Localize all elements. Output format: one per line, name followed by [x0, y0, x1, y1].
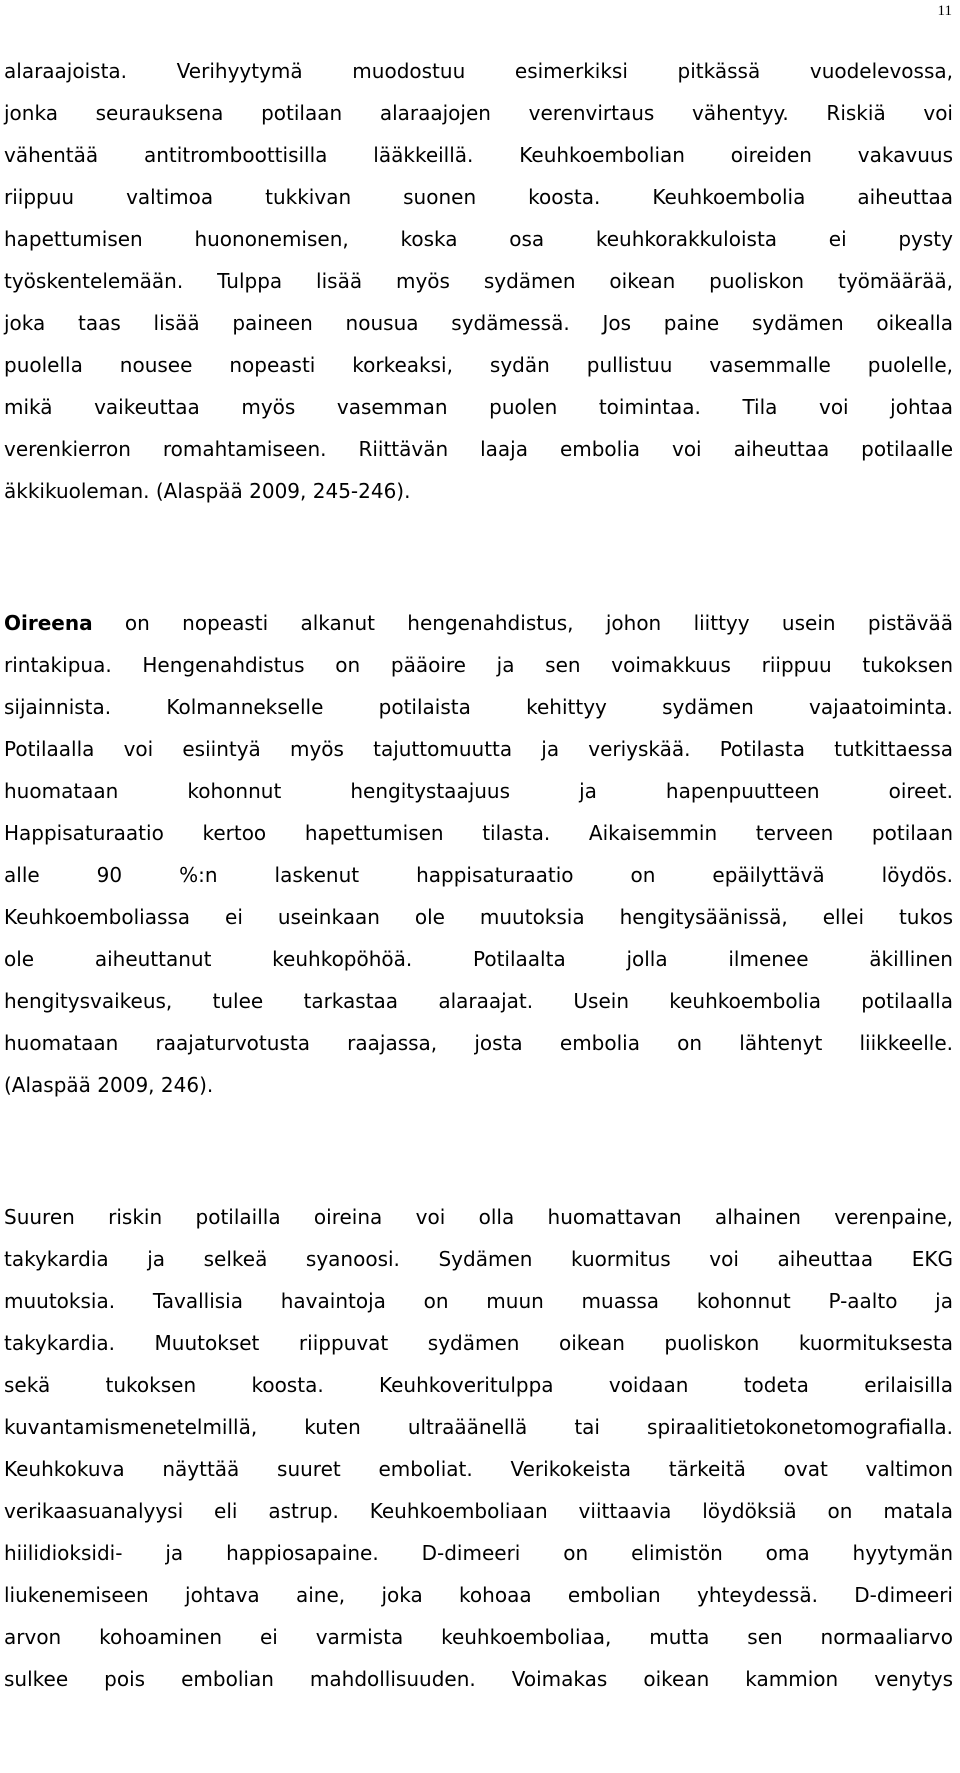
paragraph-symptoms: [4, 602, 953, 1106]
text-line: ole aiheuttanut keuhkopöhöä. Potilaalta jolla ilmenee äkillinen: [4, 947, 953, 971]
text-line: (Alaspää 2009, 246).: [4, 1073, 214, 1097]
text-line: takykardia ja selkeä syanoosi. Sydämen kuormitus voi aiheuttaa EKG: [4, 1247, 953, 1271]
text-line: kuvantamismenetelmillä, kuten ultraäänellä tai spiraalitietokonetomografialla.: [4, 1415, 953, 1439]
text-line: takykardia. Muutokset riippuvat sydämen oikean puoliskon kuormituksesta: [4, 1331, 953, 1355]
text-line: alaraajoista. Verihyytymä muodostuu esimerkiksi pitkässä vuodelevossa,: [4, 59, 953, 83]
text-line: huomataan kohonnut hengitystaajuus ja hapenpuutteen oireet.: [4, 779, 953, 803]
text-line: äkkikuoleman. (Alaspää 2009, 245-246).: [4, 479, 411, 503]
text-line: hiilidioksidi- ja happiosapaine. D-dimeeri on elimistön oma hyytymän: [4, 1541, 953, 1565]
text-line: hengitysvaikeus, tulee tarkastaa alaraajat. Usein keuhkoembolia potilaalla: [4, 989, 953, 1013]
text-line: Potilaalla voi esiintyä myös tajuttomuutta ja veriyskää. Potilasta tutkittaessa: [4, 737, 953, 761]
text-line: muutoksia. Tavallisia havaintoja on muun muassa kohonnut P-aalto ja: [4, 1289, 953, 1313]
text-line: rintakipua. Hengenahdistus on pääoire ja sen voimakkuus riippuu tukoksen: [4, 653, 953, 677]
text-line: sijainnista. Kolmannekselle potilaista kehittyy sydämen vajaatoiminta.: [4, 695, 953, 719]
text-line: mikä vaikeuttaa myös vasemman puolen toimintaa. Tila voi johtaa: [4, 395, 953, 419]
text-line: sulkee pois embolian mahdollisuuden. Voimakas oikean kammion venytys: [4, 1667, 953, 1691]
text-line: liukenemiseen johtava aine, joka kohoaa embolian yhteydessä. D-dimeeri: [4, 1583, 953, 1607]
text-line: puolella nousee nopeasti korkeaksi, sydän pullistuu vasemmalle puolelle,: [4, 353, 953, 377]
text-line: riippuu valtimoa tukkivan suonen koosta. Keuhkoembolia aiheuttaa: [4, 185, 953, 209]
text-line: arvon kohoaminen ei varmista keuhkoemboliaa, mutta sen normaaliarvo: [4, 1625, 953, 1649]
text-line: Suuren riskin potilailla oireina voi olla huomattavan alhainen verenpaine,: [4, 1205, 953, 1229]
text-line: huomataan raajaturvotusta raajassa, josta embolia on lähtenyt liikkeelle.: [4, 1031, 953, 1055]
paragraph-pathophysiology: [4, 50, 953, 512]
text-line: verenkierron romahtamiseen. Riittävän laaja embolia voi aiheuttaa potilaalle: [4, 437, 953, 461]
text-line: Keuhkokuva näyttää suuret emboliat. Verikokeista tärkeitä ovat valtimon: [4, 1457, 953, 1481]
text-line: alle 90 %:n laskenut happisaturaatio on epäilyttävä löydös.: [4, 863, 953, 887]
text-line: vähentää antitromboottisilla lääkkeillä. Keuhkoembolian oireiden vakavuus: [4, 143, 953, 167]
bold-term: Oireena: [4, 611, 93, 635]
text-line: työskentelemään. Tulppa lisää myös sydämen oikean puoliskon työmäärää,: [4, 269, 953, 293]
text-line: hapettumisen huononemisen, koska osa keuhkorakkuloista ei pysty: [4, 227, 953, 251]
text-run: on nopeasti alkanut hengenahdistus, johon liittyy usein pistävää: [92, 611, 953, 635]
text-line: jonka seurauksena potilaan alaraajojen verenvirtaus vähentyy. Riskiä voi: [4, 101, 953, 125]
text-line: sekä tukoksen koosta. Keuhkoveritulppa voidaan todeta erilaisilla: [4, 1373, 953, 1397]
text-line: Keuhkoemboliassa ei useinkaan ole muutoksia hengitysäänissä, ellei tukos: [4, 905, 953, 929]
text-line: [4, 602, 953, 644]
page-number: 11: [937, 3, 952, 19]
text-line: joka taas lisää paineen nousua sydämessä. Jos paine sydämen oikealla: [4, 311, 953, 335]
text-line: verikaasuanalyysi eli astrup. Keuhkoemboliaan viittaavia löydöksiä on matala: [4, 1499, 953, 1523]
text-line: Happisaturaatio kertoo hapettumisen tilasta. Aikaisemmin terveen potilaan: [4, 821, 953, 845]
paragraph-diagnostics: [4, 1196, 953, 1700]
